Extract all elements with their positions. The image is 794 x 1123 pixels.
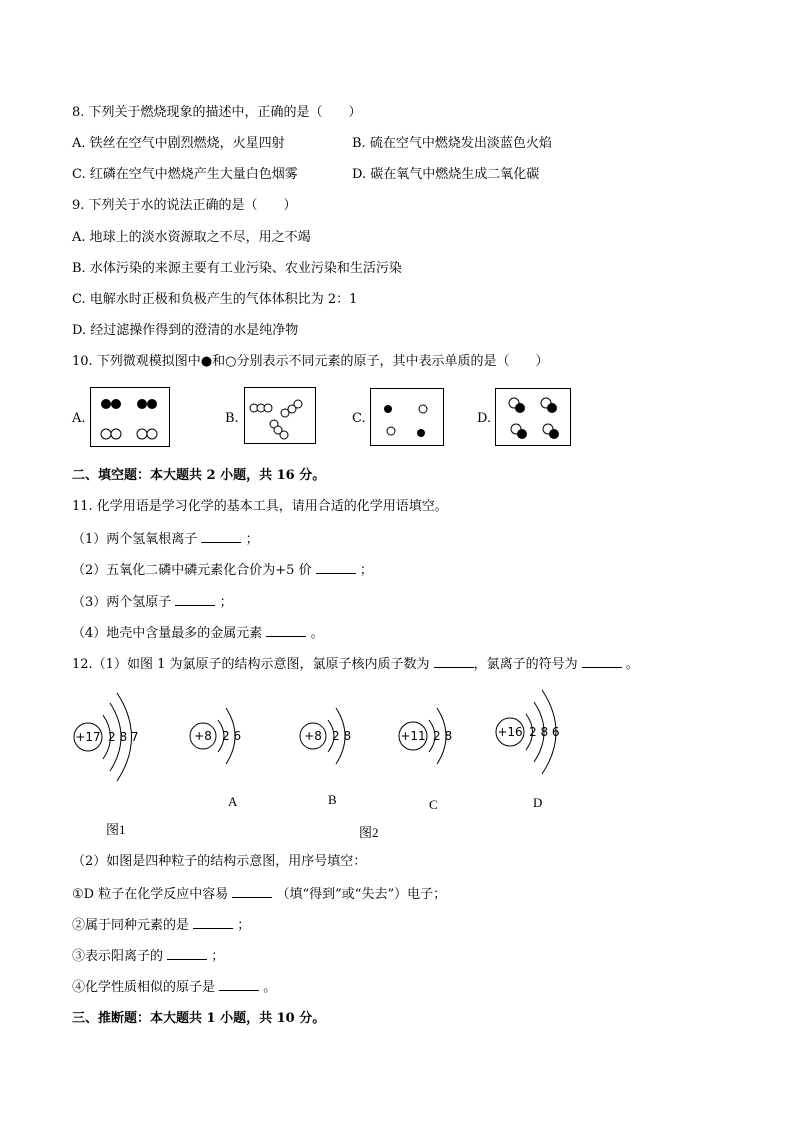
answer-blank[interactable] [175,593,215,606]
answer-blank[interactable] [201,530,241,543]
q12-sub-3-text: ③表示阳离子的 [72,949,164,964]
q11-part-1 [72,530,259,549]
q10-label-a: A. [72,411,86,426]
hollow-circle-icon: ○ [225,354,237,369]
answer-blank[interactable] [316,561,356,574]
q12-sub-3-end: ； [211,949,225,964]
q12-sub-1 [72,885,446,904]
q11-part-1-end: ； [245,532,259,547]
answer-blank[interactable] [434,655,474,668]
atom-label-b: B [328,792,337,807]
nucleus-label: +16 [497,725,523,739]
atom-diagram-chlorine [70,685,150,785]
q10-label-c: C. [352,411,366,426]
q12-sub-4-end: 。 [263,980,277,995]
q10-box-b [244,387,316,444]
q12-sub-2 [72,916,250,935]
q10-stem [72,353,549,371]
q11-part-1-text: （1）两个氢氧根离子 [72,532,198,547]
answer-blank[interactable] [167,947,207,960]
q9-option-c: C. 电解水时正极和负极产生的气体体积比为 2：1 [72,292,358,307]
q11-part-2-text: （2）五氧化二磷中磷元素化合价为+5 价 [72,563,312,578]
atom-diagram-a [188,700,258,770]
answer-blank[interactable] [266,624,306,637]
q11-part-4-text: （4）地壳中含量最多的金属元素 [72,626,263,641]
answer-blank[interactable] [219,978,259,991]
q10-stem-pre: 10. 下列微观模拟图中 [72,354,201,369]
shell-electrons: 2 6 [222,729,242,743]
section-2-heading: 二、填空题：本大题共 2 小题，共 16 分。 [72,468,326,483]
q11-part-2-end: ； [359,563,373,578]
q8-option-a: A. 铁丝在空气中剧烈燃烧，火星四射 [72,136,285,151]
atom-label-c: C [429,797,438,812]
q10-stem-post: 分别表示不同元素的原子，其中表示单质的是（ ） [236,354,549,369]
figure-2-caption: 图2 [359,825,379,840]
q11-stem: 11. 化学用语是学习化学的基本工具，请用合适的化学用语填空。 [72,499,448,514]
nucleus-label: +8 [304,729,322,743]
q12-stem-a: 12.（1）如图 1 为氯原子的结构示意图，氯原子核内质子数为 [72,657,430,672]
q11-part-3-end: ； [219,595,233,610]
shell-electrons: 2 8 [433,729,453,743]
shell-electrons: 2 8 6 [529,725,560,739]
shell-electrons: 2 8 [332,729,352,743]
q9-option-a: A. 地球上的淡水资源取之不尽，用之不竭 [72,230,311,245]
q12-sub-3 [72,947,224,966]
q12-sub-1-text: ①D 粒子在化学反应中容易 [72,887,229,902]
q10-stem-mid: 和 [212,354,226,369]
q9-option-d: D. 经过滤操作得到的澄清的水是纯净物 [72,323,299,338]
q12-sub-2-text: ②属于同种元素的是 [72,918,190,933]
answer-blank[interactable] [232,885,272,898]
atom-label-d: D [533,795,543,810]
q10-box-d [495,388,571,446]
q12-sub-1-end: （填“得到”或“失去”）电子； [276,887,447,902]
q12-part-2: （2）如图是四种粒子的结构示意图，用序号填空： [72,854,367,869]
figure-1-caption: 图1 [106,822,126,837]
q9-option-b: B. 水体污染的来源主要有工业污染、农业污染和生活污染 [72,261,402,276]
atom-diagram-d [494,686,578,778]
q8-option-d: D. 碳在氧气中燃烧生成二氧化碳 [352,167,540,182]
q12-stem [72,655,639,674]
atom-diagram-c [396,700,476,770]
answer-blank[interactable] [193,916,233,929]
answer-blank[interactable] [582,655,622,668]
q10-box-c [370,388,444,446]
atom-label-a: A [228,794,238,809]
q11-part-4 [72,624,324,643]
shell-electrons: 2 8 7 [108,730,139,744]
filled-circle-icon: ● [200,354,213,369]
q9-stem: 9. 下列关于水的说法正确的是（ ） [72,198,297,213]
q11-part-3 [72,593,233,612]
nucleus-label: +8 [194,729,212,743]
section-3-heading: 三、推断题：本大题共 1 小题，共 10 分。 [72,1011,326,1026]
q12-sub-4-text: ④化学性质相似的原子是 [72,980,216,995]
nucleus-label: +17 [75,730,101,744]
q12-sub-4 [72,978,276,997]
q12-stem-c: 。 [625,657,639,672]
q11-part-3-text: （3）两个氢原子 [72,595,172,610]
q8-option-b: B. 硫在空气中燃烧发出淡蓝色火焰 [352,136,552,151]
q10-label-b: B. [225,411,239,426]
nucleus-label: +11 [400,729,426,743]
q8-stem: 8. 下列关于燃烧现象的描述中，正确的是（ ） [72,105,362,120]
q10-label-d: D. [477,411,492,426]
q8-option-c: C. 红磷在空气中燃烧产生大量白色烟雾 [72,167,298,182]
q11-part-2 [72,561,373,580]
q12-sub-2-end: ； [237,918,251,933]
q10-box-a [90,387,170,447]
q12-stem-b: ，氯离子的符号为 [473,657,578,672]
q11-part-4-end: 。 [310,626,324,641]
atom-diagram-b [298,700,368,770]
